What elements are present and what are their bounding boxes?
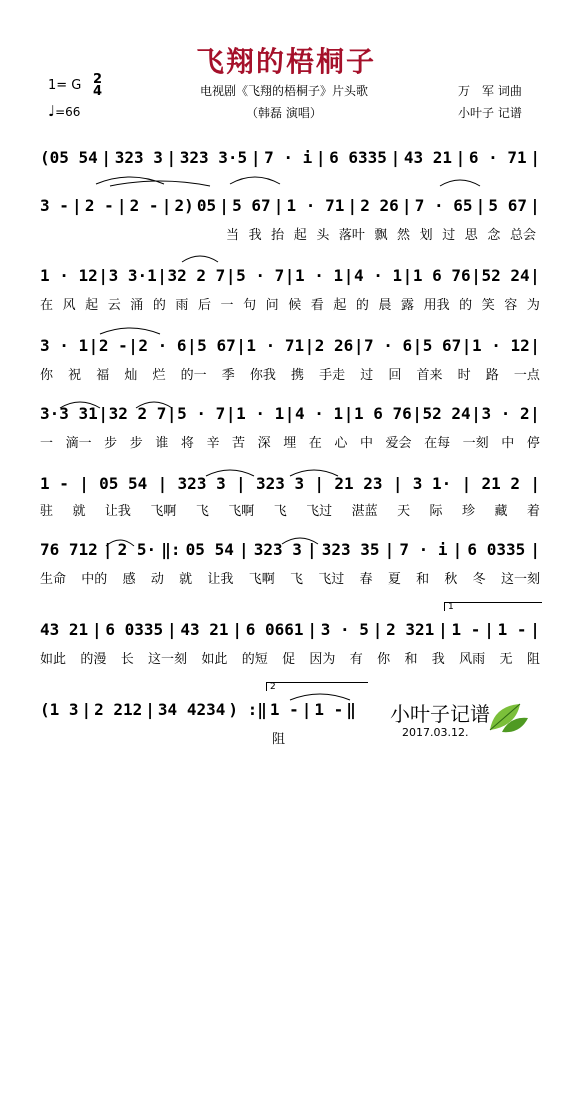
- lyric-word: 起: [333, 298, 347, 313]
- note-group: 21 2: [481, 474, 521, 493]
- lyric-word: 容: [504, 298, 518, 313]
- barline: |: [402, 266, 413, 285]
- lyric-word: 中: [501, 436, 515, 451]
- volta-1: 1: [444, 602, 542, 611]
- note-group: 4 · 1: [295, 404, 344, 423]
- note-group: 1 -: [497, 620, 527, 639]
- lyric-word: 你: [377, 652, 391, 667]
- barline: |: [301, 700, 312, 719]
- note-group: 7 · i: [399, 540, 448, 559]
- barline: |: [530, 474, 540, 493]
- barline: |: [484, 620, 494, 639]
- note-group: 32 2 7: [167, 266, 226, 285]
- lyric-word: 在: [40, 298, 54, 313]
- notation-row: [40, 700, 356, 719]
- lyric-word: 你: [40, 368, 54, 383]
- notation-row: [40, 266, 540, 285]
- lyric-word: 将: [180, 436, 194, 451]
- lyric-word: 爱会: [385, 436, 412, 451]
- note-group: 323 3: [255, 474, 305, 493]
- lyric-word: 用我: [423, 298, 450, 313]
- lyric-row: [40, 568, 540, 587]
- barline: |: [315, 148, 326, 167]
- lyric-word: 涌: [130, 298, 144, 313]
- lyric-word: 当: [226, 228, 240, 243]
- barline: |: [412, 404, 422, 423]
- lyric-word: 动: [150, 572, 164, 587]
- barline: |: [401, 196, 412, 215]
- barline: |: [101, 148, 112, 167]
- lyric-word: 如此: [201, 652, 228, 667]
- lyric-word: 时: [457, 368, 471, 383]
- note-group: 5 67: [197, 336, 236, 355]
- notation-row: [40, 404, 540, 423]
- lyric-row: [226, 224, 536, 243]
- barline: |: [166, 404, 177, 423]
- lyric-row: [40, 294, 540, 313]
- note-group: 6 0335: [467, 540, 526, 559]
- note-group: 52 24: [481, 266, 530, 285]
- lyric-word: 阻: [526, 652, 540, 667]
- lyric-word: 这一刻: [500, 572, 540, 587]
- barline: |: [530, 336, 540, 355]
- lyric-word: 因为: [309, 652, 336, 667]
- barline: |: [343, 404, 354, 423]
- barline: |: [304, 336, 315, 355]
- barline: |: [392, 474, 403, 493]
- lyric-word: 飞: [289, 572, 303, 587]
- barline: |: [238, 540, 249, 559]
- barline: |: [225, 404, 236, 423]
- lyric-word: 深: [257, 436, 271, 451]
- lyric-word: 晨: [378, 298, 392, 313]
- barline: |: [161, 196, 172, 215]
- barline: |: [412, 336, 423, 355]
- lyric-word: 辛: [206, 436, 220, 451]
- barline: |: [314, 474, 325, 493]
- lyric-word: 和: [416, 572, 430, 587]
- note-group: 2 · 6: [138, 336, 187, 355]
- song-title: 飞翔的梧桐子: [195, 45, 376, 78]
- lyric-word: 有: [349, 652, 363, 667]
- lyric-word: 头: [316, 228, 330, 243]
- barline: |: [530, 540, 540, 559]
- barline: |: [530, 266, 540, 285]
- lyric-word: 和: [404, 652, 418, 667]
- barline: |: [166, 148, 177, 167]
- note-group: 1 6 76: [353, 404, 412, 423]
- notation-line: [40, 540, 540, 566]
- lyric-word: 生命: [40, 572, 67, 587]
- lyric-word: 起: [293, 228, 307, 243]
- lyric-word: 飞啊: [228, 504, 255, 519]
- lyric-word: 念: [487, 228, 501, 243]
- barline: |: [157, 266, 167, 285]
- note-group: 76 712: [40, 540, 98, 559]
- barline: |: [530, 620, 540, 639]
- barline: ) :‖: [228, 700, 267, 719]
- lyric-word: 在每: [424, 436, 451, 451]
- lyric-word: 感: [122, 572, 136, 587]
- lyric-word: 问: [265, 298, 279, 313]
- lyric-word: 天: [397, 504, 411, 519]
- notation-row: [40, 336, 540, 355]
- barline: |: [98, 404, 108, 423]
- note-group: 2 -: [84, 196, 114, 215]
- lyric-word: 我: [431, 652, 445, 667]
- lyric-word: 珍: [461, 504, 475, 519]
- barline: |: [232, 620, 242, 639]
- barline: |: [452, 540, 463, 559]
- barline: |: [343, 266, 354, 285]
- lyric-word: 就: [179, 572, 193, 587]
- note-group: 3·3 31: [40, 404, 98, 423]
- notation-line: [40, 620, 540, 646]
- note-group: 05: [196, 196, 217, 215]
- barline: |: [372, 620, 383, 639]
- lyric-word: 思: [464, 228, 478, 243]
- lyric-word: 藏: [494, 504, 508, 519]
- barline: |: [471, 266, 481, 285]
- barline: ‖:: [161, 540, 181, 559]
- barline: |: [236, 336, 246, 355]
- note-group: 1 -: [314, 700, 344, 719]
- lyric-word: 湛蓝: [351, 504, 378, 519]
- lyric-word: 路: [485, 368, 499, 383]
- lyric-word: 灿: [124, 368, 138, 383]
- time-signature: [93, 74, 102, 98]
- lyric-word: 笑: [481, 298, 495, 313]
- barline: |: [236, 474, 246, 493]
- note-group: 3 · 2: [481, 404, 530, 423]
- lyric-row: [40, 432, 540, 451]
- notation-line: [40, 148, 540, 174]
- note-group: 6 0335: [105, 620, 164, 639]
- lyric-word: 回: [388, 368, 402, 383]
- lyric-word: 际: [429, 504, 443, 519]
- notation-line: [40, 336, 540, 362]
- lyric-word: 福: [96, 368, 110, 383]
- lyric-word: 这一刻: [148, 652, 188, 667]
- lyric-word: 冬: [472, 572, 486, 587]
- lyric-word: 如此: [40, 652, 67, 667]
- barline: |: [455, 148, 466, 167]
- quarter-note-icon: ♩: [48, 102, 56, 120]
- lyric-word: 驻: [40, 504, 54, 519]
- lyric-word: 中: [359, 436, 373, 451]
- barline: ‖: [346, 700, 356, 719]
- note-group: 323 35: [321, 540, 380, 559]
- lyric-word: 飞: [273, 504, 287, 519]
- barline: |: [353, 336, 364, 355]
- note-group: 7 · 6: [363, 336, 413, 355]
- note-group: 2 321: [386, 620, 435, 639]
- lyric-word: 的: [152, 298, 166, 313]
- note-group: 1 -: [451, 620, 481, 639]
- barline: |: [471, 404, 481, 423]
- lyric-word: 中的: [81, 572, 108, 587]
- lyric-word: 候: [288, 298, 302, 313]
- lyric-word: 的漫: [80, 652, 107, 667]
- lyric-word: 飘: [374, 228, 388, 243]
- tempo-value: =66: [55, 105, 81, 119]
- lyric-word: 促: [282, 652, 296, 667]
- barline: |: [187, 336, 197, 355]
- time-signature-bottom: 4: [93, 84, 103, 99]
- barline: |: [116, 196, 127, 215]
- barline: |: [438, 620, 448, 639]
- barline: |: [98, 266, 108, 285]
- lyric-word: 飞过: [306, 504, 333, 519]
- lyricist-credit: 万 军 词曲: [458, 84, 522, 98]
- signature: 小叶子记谱: [390, 702, 490, 726]
- note-group: 21 23: [334, 474, 383, 493]
- lyric-word: 总会: [509, 228, 536, 243]
- note-group: 5 67: [422, 336, 462, 355]
- notation-line: [40, 474, 540, 500]
- lyric-word: 过: [360, 368, 374, 383]
- barline: |: [284, 404, 295, 423]
- lyric-row: [40, 500, 540, 519]
- barline: |: [102, 540, 113, 559]
- note-group: 3 · 1: [40, 336, 89, 355]
- note-group: 2 5·: [117, 540, 157, 559]
- lyric-word: 句: [243, 298, 257, 313]
- note-group: 5 67: [232, 196, 271, 215]
- barline: |: [81, 700, 92, 719]
- barline: |: [91, 620, 102, 639]
- lyric-word: 飞啊: [150, 504, 177, 519]
- note-group: 2 -: [98, 336, 128, 355]
- note-group: 2 26: [314, 336, 354, 355]
- lyric-word: 就: [72, 504, 86, 519]
- barline: |: [72, 196, 82, 215]
- lyric-word: 埋: [283, 436, 297, 451]
- barline: |: [225, 266, 236, 285]
- note-group: 2 -: [129, 196, 159, 215]
- barline: |: [219, 196, 229, 215]
- barline: |: [461, 336, 472, 355]
- barline: |: [128, 336, 138, 355]
- lyric-word: 烂: [152, 368, 166, 383]
- barline: |: [88, 336, 99, 355]
- note-group: 323 3: [253, 540, 302, 559]
- note-group: 6 · 71: [468, 148, 527, 167]
- lyric-word: 苦: [232, 436, 246, 451]
- note-group: 323 3·5: [179, 148, 248, 167]
- note-group: 6 0661: [245, 620, 304, 639]
- note-group: 05 54: [185, 540, 234, 559]
- lyric-word: 然: [397, 228, 411, 243]
- note-group: 7 · 65: [414, 196, 473, 215]
- note-group: 2 212: [94, 700, 143, 719]
- notation-row: [40, 196, 540, 215]
- lyric-word: 风雨: [459, 652, 486, 667]
- note-group: (1 3: [40, 700, 79, 719]
- lyric-word: 在: [308, 436, 322, 451]
- lyric-word: 的: [355, 298, 369, 313]
- lyric-word: 携: [291, 368, 305, 383]
- lyric-word: 季: [221, 368, 235, 383]
- key-signature: 1= G: [48, 78, 82, 93]
- lyric-word: 心: [334, 436, 348, 451]
- lyric-word: 我: [248, 228, 262, 243]
- notation-row: [40, 474, 540, 493]
- lyric-word: 谁: [155, 436, 169, 451]
- source-line: 电视剧《飞翔的梧桐子》片头歌: [200, 84, 369, 98]
- lyric-word: 夏: [387, 572, 401, 587]
- note-group: 1 -: [269, 700, 299, 719]
- note-group: 52 24: [422, 404, 471, 423]
- lyric-word: 春: [359, 572, 373, 587]
- note-group: 323 3: [177, 474, 226, 493]
- lyric-word: 一: [40, 436, 54, 451]
- barline: |: [145, 700, 155, 719]
- lyric-word: 后: [197, 298, 211, 313]
- lyric-word: 一刻: [462, 436, 489, 451]
- lyric-word: 让我: [207, 572, 234, 587]
- barline: |: [530, 404, 540, 423]
- lyric-word: 划: [419, 228, 433, 243]
- notation-row: [40, 148, 540, 167]
- lyric-row: [40, 648, 540, 667]
- lyric-word: 秋: [444, 572, 458, 587]
- lyric-word: 的短: [241, 652, 268, 667]
- note-group: 1 · 12: [471, 336, 530, 355]
- barline: |: [307, 620, 317, 639]
- lyric-row: [40, 364, 540, 383]
- lyric-word: 抬: [271, 228, 285, 243]
- lyric-word: 步: [129, 436, 143, 451]
- note-group: 323 3: [114, 148, 163, 167]
- lyric-word: 飞啊: [248, 572, 275, 587]
- notation-line: [40, 404, 540, 430]
- note-group: 2 26: [360, 196, 399, 215]
- barline: |: [530, 196, 540, 215]
- note-group: 5 · 7: [236, 266, 285, 285]
- lyric-word: 祝: [68, 368, 82, 383]
- tempo-marking: [48, 102, 80, 120]
- note-group: 1 · 71: [286, 196, 345, 215]
- lyric-word: 风: [62, 298, 76, 313]
- transcriber-credit: 小叶子 记谱: [458, 106, 522, 120]
- note-group: 1 · 12: [40, 266, 98, 285]
- note-group: (05 54: [40, 148, 98, 167]
- barline: |: [461, 474, 472, 493]
- time-signature-top: 2: [93, 72, 103, 87]
- note-group: 05 54: [99, 474, 148, 493]
- lyric-word: 雨: [175, 298, 189, 313]
- lyric-word: 飞: [195, 504, 209, 519]
- barline: |: [157, 474, 168, 493]
- notation-line: [40, 196, 540, 222]
- lyric-word: 长: [120, 652, 134, 667]
- lyric-word: 一: [220, 298, 234, 313]
- note-group: 4 · 1: [353, 266, 403, 285]
- lyric-word: 滴一: [65, 436, 92, 451]
- barline: |: [306, 540, 317, 559]
- barline: |: [273, 196, 284, 215]
- lyric-word: 落叶: [338, 228, 365, 243]
- notation-row: [40, 540, 540, 559]
- lyric-word: 步: [104, 436, 118, 451]
- lyric-word: 过: [442, 228, 456, 243]
- note-group: 5 67: [488, 196, 527, 215]
- barline: |: [475, 196, 486, 215]
- lyric-word: 露: [401, 298, 415, 313]
- lyric-word: 看: [310, 298, 324, 313]
- note-group: 3 · 5: [320, 620, 369, 639]
- lyric-word: 让我: [104, 504, 131, 519]
- barline: |: [79, 474, 89, 493]
- note-group: 3 1·: [412, 474, 452, 493]
- note-group: 34 4234: [157, 700, 226, 719]
- note-group: 7 · i: [264, 148, 313, 167]
- leaf-icon: [486, 700, 530, 736]
- note-group: 3 -: [40, 196, 69, 215]
- note-group: 1 -: [40, 474, 69, 493]
- note-group: 1 6 76: [412, 266, 471, 285]
- notation-line: [40, 266, 540, 292]
- notation-row: [40, 620, 540, 639]
- lyric-word: 云: [107, 298, 121, 313]
- barline: |: [166, 620, 177, 639]
- lyric-word: 为: [526, 298, 540, 313]
- lyric-word: 的: [459, 298, 473, 313]
- barline: |: [530, 148, 540, 167]
- note-group: 43 21: [403, 148, 452, 167]
- barline: |: [284, 266, 295, 285]
- lyric-row: [272, 728, 302, 747]
- singer-line: （韩磊 演唱）: [246, 106, 322, 120]
- barline: |: [250, 148, 261, 167]
- lyric-word: 起: [85, 298, 99, 313]
- volta-2: 2: [266, 682, 368, 691]
- note-group: 32 2 7: [108, 404, 167, 423]
- lyric-word: 着: [526, 504, 540, 519]
- note-group: 5 · 7: [177, 404, 226, 423]
- barline: |: [347, 196, 358, 215]
- lyric-word: 首来: [416, 368, 443, 383]
- note-group: 1 · 1: [236, 404, 285, 423]
- lyric-word: 停: [526, 436, 540, 451]
- lyric-word: 手走: [319, 368, 346, 383]
- note-group: 3 3·1: [108, 266, 157, 285]
- lyric-word: 阻: [272, 732, 286, 747]
- note-group: 1 · 71: [246, 336, 305, 355]
- note-group: 6 6335: [329, 148, 387, 167]
- note-group: 43 21: [180, 620, 229, 639]
- note-group: 1 · 1: [295, 266, 344, 285]
- note-group: 43 21: [40, 620, 89, 639]
- barline: |: [384, 540, 395, 559]
- lyric-word: 你我: [249, 368, 276, 383]
- signature-date: 2017.03.12.: [402, 726, 469, 739]
- lyric-word: 一点: [513, 368, 540, 383]
- note-group: 2): [174, 196, 194, 215]
- lyric-word: 飞过: [318, 572, 345, 587]
- barline: |: [390, 148, 401, 167]
- lyric-word: 的一: [180, 368, 207, 383]
- lyric-word: 无: [499, 652, 513, 667]
